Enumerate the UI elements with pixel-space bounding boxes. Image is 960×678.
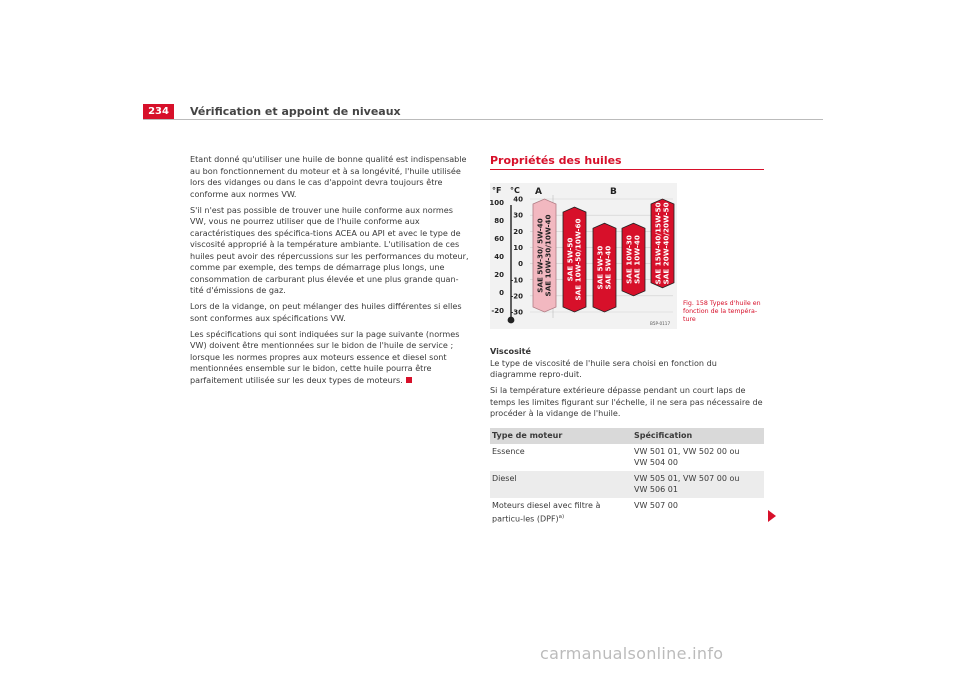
tick-label-fahrenheit: -20 [491,306,504,315]
oil-bar-label [654,202,671,284]
tick-label-celsius: 30 [513,211,523,220]
column-header-spec: Spécification [632,428,764,444]
page-number: 234 [143,104,174,119]
oil-bar-label-line: SAE 5W-50 [565,237,575,282]
tick-label-fahrenheit: 0 [499,288,504,297]
engine-cell: Diesel [490,471,632,498]
oil-bar-label-line: SAE 15W-40/15W-50 [653,202,663,285]
next-page-arrow-icon [768,510,776,522]
unit-fahrenheit: °F [492,186,502,195]
figure-caption: Fig. 158 Types d'huile en fonction de la tempéra-ture [683,300,761,323]
watermark: carmanualsonline.info [540,644,724,663]
table-row [490,444,764,471]
tick-label-fahrenheit: 20 [494,270,504,279]
left-column [190,154,470,391]
table-row [490,471,764,498]
oil-bar-label [596,246,613,290]
oil-bar-group [563,207,586,312]
oil-bar-group [651,199,674,288]
table-header-row [490,428,764,444]
tick-label-fahrenheit: 60 [494,235,504,244]
oil-bar-label-line: SAE 10W-30/10W-40 [543,214,553,297]
tick-label-fahrenheit: 80 [494,217,504,226]
viscosity-subheading: Viscosité [490,346,532,356]
footnote-marker: a) [558,513,565,520]
oil-spec-table [490,428,764,528]
spec-cell [632,498,764,528]
group-label-b: B [610,187,617,197]
oil-bar-label-line: SAE 10W-30 [624,235,634,284]
section-rule [490,169,764,170]
oil-bar-label-line: SAE 5W-30 [595,245,605,290]
engine-cell: Essence [490,444,632,471]
oil-bar-group [622,223,645,296]
paragraph: S'il n'est pas possible de trouver une huile conforme aux normes VW, vous ne pourrez utiliser que de l'huile conforme aux caractéristiques des spécifica-tions ACEA ou API et avec le type de viscosité approprié à la température ambiante. L'utilisation de ces huiles peut avoir des répercussions sur les performances du moteur, comme par exemple, des temps de démarrage plus longs, une consommation de carburant plus élevée et une plus grande quan-tité d'émissions de gaz. [190,204,469,295]
tick-label-celsius: -10 [510,276,523,285]
oil-viscosity-figure [490,183,677,329]
group-label-a: A [535,187,542,197]
paragraph: Lors de la vidange, on peut mélanger des huiles différentes si elles sont conformes aux spécifications VW. [190,301,462,323]
header-rule [143,119,823,120]
figure-code: B5P-0117 [650,321,671,326]
spec-cell [632,444,764,471]
paragraph-text: Les spécifications qui sont indiquées sur la page suivante (normes VW) doivent être mentionnées sur le bidon de l'huile de service ; lorsque les normes propres aux moteurs essence et diesel sont mentionnées ensemble sur le bidon, cette huile pourra être parfaitement utilisée sur les deux types de moteurs. [190,328,460,385]
oil-bar-group [593,223,616,312]
spec-cell [632,471,764,498]
oil-bar-label-line: SAE 20W-40/20W-50 [661,202,671,285]
engine-cell [490,498,632,528]
right-column [490,346,764,424]
tick-label-celsius: -20 [510,292,523,301]
tick-label-celsius: 0 [518,260,523,269]
paragraph [190,329,470,387]
oil-bar-label [536,215,553,297]
end-of-section-marker [406,377,412,383]
section-title: Propriétés des huiles [490,154,622,167]
tick-label-fahrenheit: 100 [490,199,504,208]
spec-line: VW 505 01, VW 507 00 ou [634,474,740,483]
oil-bar-group [533,199,556,312]
tick-label-fahrenheit: 40 [494,252,504,261]
oil-viscosity-chart [490,183,677,329]
thermometer-bulb [508,317,515,324]
column-header-engine: Type de moteur [490,428,632,444]
spec-line: VW 501 01, VW 502 00 ou [634,447,740,456]
oil-bar-label-line: SAE 10W-50/10W-60 [573,218,583,301]
tick-label-celsius: 10 [513,244,523,253]
spec-line: VW 507 00 [634,501,678,510]
unit-celsius: °C [510,186,520,195]
oil-bar-label-line: SAE 10W-40 [632,235,642,284]
paragraph: Si la température extérieure dépasse pendant un court laps de temps les limites figurant sur l'échelle, il ne sera pas nécessaire de procéder à la vidange de l'huile. [490,385,763,418]
spec-line: VW 506 01 [634,484,678,494]
oil-bar-label-line: SAE 5W-30/ 5W-40 [535,218,545,293]
engine-text: Moteurs diesel avec filtre à particu-les (DPF) [492,501,601,524]
paragraph: Etant donné qu'utiliser une huile de bonne qualité est indispensable au bon fonctionnement du moteur et à sa longévité, l'huile utilisée lors des vidanges ou dans le cas d'appoint devra toujours être conforme aux normes VW. [190,154,467,199]
paragraph: Le type de viscosité de l'huile sera choisi en fonction du diagramme repro-duit. [490,357,717,379]
table-row [490,498,764,528]
tick-label-celsius: 40 [513,195,523,204]
oil-bar-label [625,235,642,284]
oil-bar-label-line: SAE 5W-40 [603,245,613,290]
tick-label-celsius: -30 [510,308,523,317]
tick-label-celsius: 20 [513,227,523,236]
spec-line: VW 504 00 [634,457,678,467]
running-head: Vérification et appoint de niveaux [190,105,401,118]
